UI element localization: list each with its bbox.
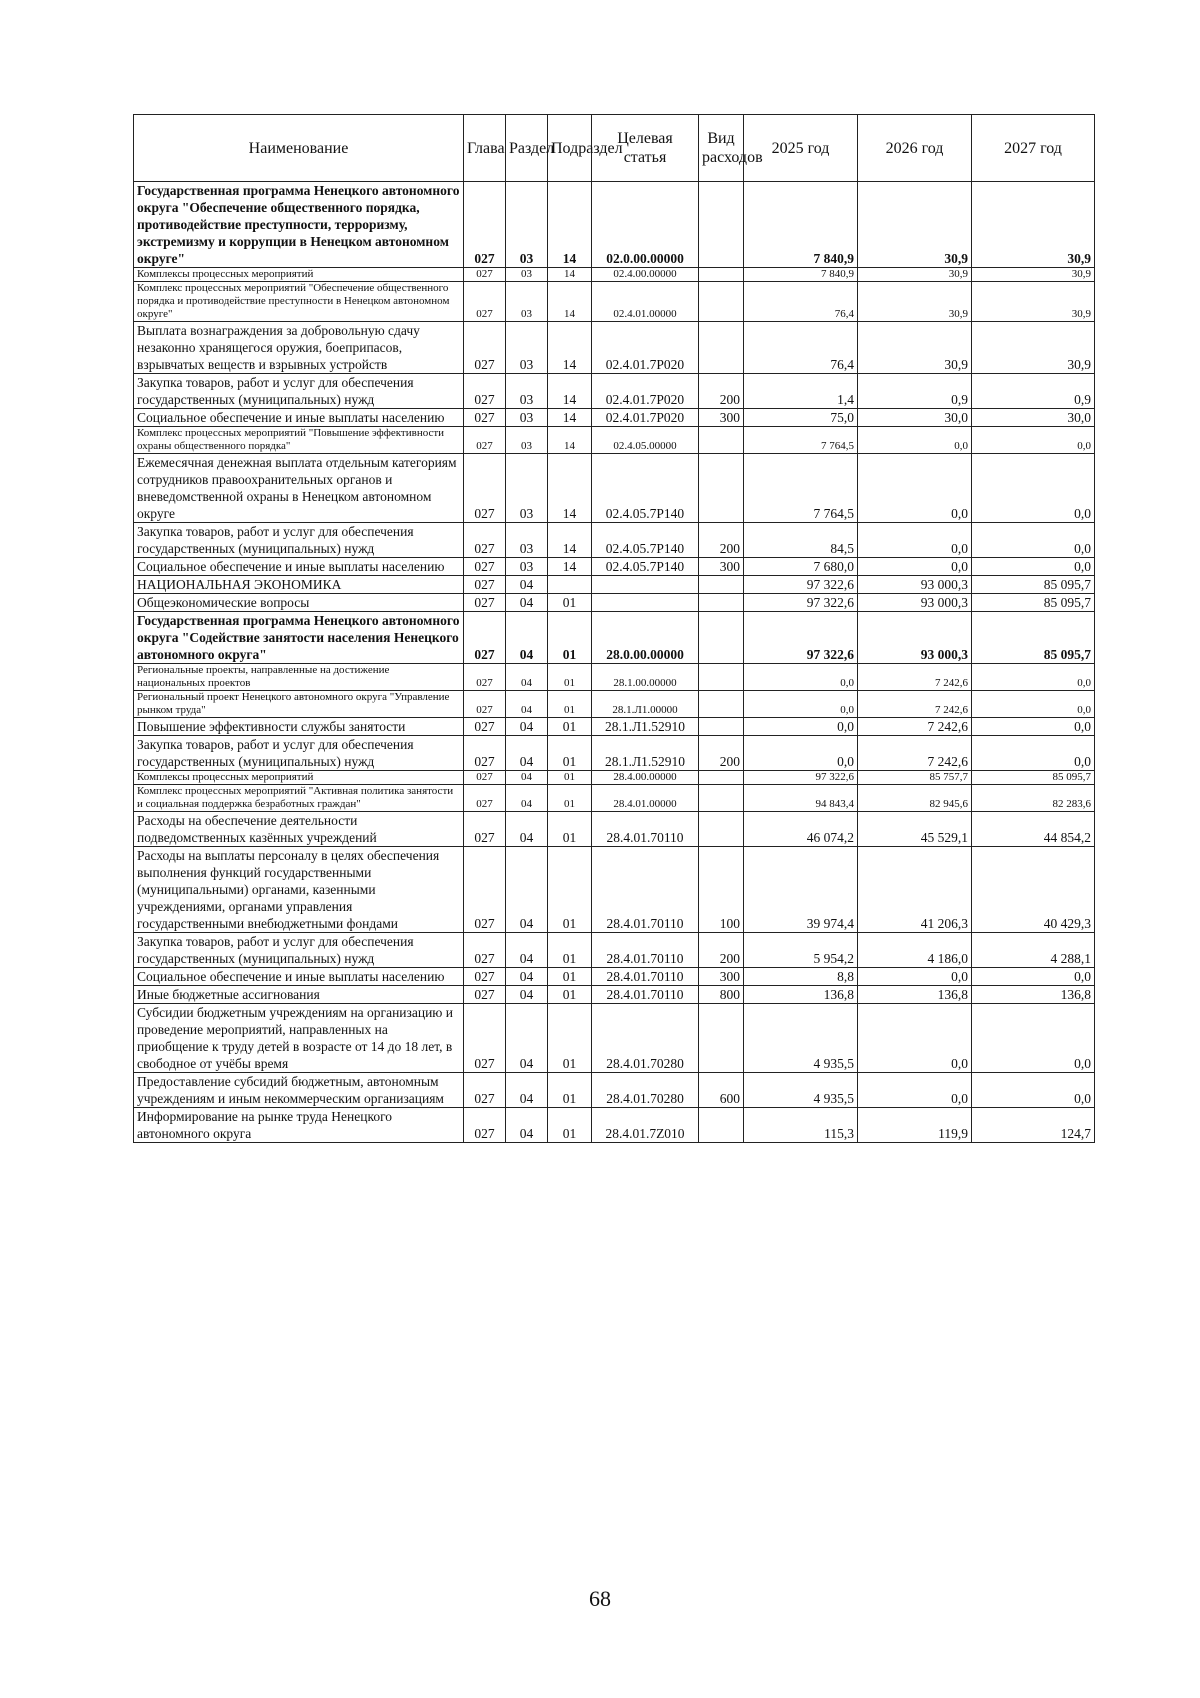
cell-2026: 0,0 xyxy=(858,1004,972,1073)
cell-name: Выплата вознаграждения за добровольную сдачу незаконно хранящегося оружия, боеприпасов, взрывчатых веществ и взрывных устройств xyxy=(134,322,464,374)
cell-2025: 7 840,9 xyxy=(744,182,858,268)
cell-article: 28.1.Л1.52910 xyxy=(592,718,699,736)
table-row xyxy=(134,1108,1095,1143)
cell-vid xyxy=(699,664,744,691)
cell-2025: 76,4 xyxy=(744,322,858,374)
cell-article: 02.4.01.00000 xyxy=(592,282,699,322)
cell-article: 28.1.Л1.00000 xyxy=(592,691,699,718)
table-row xyxy=(134,812,1095,847)
cell-2027: 4 288,1 xyxy=(972,933,1095,968)
cell-vid xyxy=(699,1108,744,1143)
cell-2026: 0,0 xyxy=(858,1073,972,1108)
cell-article: 28.4.00.00000 xyxy=(592,771,699,785)
cell-2026: 30,9 xyxy=(858,268,972,282)
cell-podrazdel: 01 xyxy=(548,986,592,1004)
cell-2025: 0,0 xyxy=(744,718,858,736)
cell-2025: 97 322,6 xyxy=(744,576,858,594)
cell-2025: 0,0 xyxy=(744,691,858,718)
cell-2025: 1,4 xyxy=(744,374,858,409)
cell-razdel: 04 xyxy=(506,736,548,771)
cell-2027: 85 095,7 xyxy=(972,594,1095,612)
cell-2026: 7 242,6 xyxy=(858,691,972,718)
cell-2027: 0,0 xyxy=(972,718,1095,736)
cell-name: Комплексы процессных мероприятий xyxy=(134,268,464,282)
cell-razdel: 03 xyxy=(506,282,548,322)
table-row xyxy=(134,771,1095,785)
cell-razdel: 03 xyxy=(506,322,548,374)
cell-name: Региональный проект Ненецкого автономного округа "Управление рынком труда" xyxy=(134,691,464,718)
header-article: Целевая статья xyxy=(592,115,699,182)
cell-2027: 30,9 xyxy=(972,268,1095,282)
cell-podrazdel: 01 xyxy=(548,1004,592,1073)
table-row xyxy=(134,933,1095,968)
table-row xyxy=(134,576,1095,594)
cell-podrazdel xyxy=(548,576,592,594)
table-row xyxy=(134,454,1095,523)
cell-article: 02.4.05.00000 xyxy=(592,427,699,454)
cell-podrazdel: 14 xyxy=(548,409,592,427)
cell-podrazdel: 14 xyxy=(548,427,592,454)
table-row xyxy=(134,558,1095,576)
table-row xyxy=(134,718,1095,736)
cell-glava: 027 xyxy=(464,268,506,282)
cell-article xyxy=(592,594,699,612)
table-row xyxy=(134,268,1095,282)
cell-vid: 100 xyxy=(699,847,744,933)
cell-razdel: 04 xyxy=(506,1004,548,1073)
cell-2025: 97 322,6 xyxy=(744,594,858,612)
cell-vid xyxy=(699,322,744,374)
cell-vid xyxy=(699,785,744,812)
cell-razdel: 03 xyxy=(506,409,548,427)
cell-glava: 027 xyxy=(464,1108,506,1143)
cell-name: Государственная программа Ненецкого автономного округа "Содействие занятости населения Ненецкого автономного округа" xyxy=(134,612,464,664)
cell-article: 02.4.01.7Р020 xyxy=(592,374,699,409)
cell-2025: 94 843,4 xyxy=(744,785,858,812)
cell-name: НАЦИОНАЛЬНАЯ ЭКОНОМИКА xyxy=(134,576,464,594)
cell-vid: 200 xyxy=(699,523,744,558)
cell-glava: 027 xyxy=(464,409,506,427)
cell-vid xyxy=(699,282,744,322)
table-row xyxy=(134,282,1095,322)
cell-podrazdel: 14 xyxy=(548,182,592,268)
cell-name: Закупка товаров, работ и услуг для обеспечения государственных (муниципальных) нужд xyxy=(134,523,464,558)
cell-glava: 027 xyxy=(464,427,506,454)
cell-glava: 027 xyxy=(464,454,506,523)
cell-glava: 027 xyxy=(464,691,506,718)
cell-article: 28.1.Л1.52910 xyxy=(592,736,699,771)
cell-glava: 027 xyxy=(464,612,506,664)
cell-2026: 30,9 xyxy=(858,322,972,374)
cell-name: Повышение эффективности службы занятости xyxy=(134,718,464,736)
cell-2025: 7 764,5 xyxy=(744,427,858,454)
cell-vid: 300 xyxy=(699,558,744,576)
cell-article: 02.4.05.7Р140 xyxy=(592,454,699,523)
cell-razdel: 04 xyxy=(506,1108,548,1143)
cell-2027: 44 854,2 xyxy=(972,812,1095,847)
cell-glava: 027 xyxy=(464,664,506,691)
cell-article: 28.4.01.70110 xyxy=(592,986,699,1004)
cell-2027: 30,9 xyxy=(972,182,1095,268)
cell-2026: 41 206,3 xyxy=(858,847,972,933)
cell-name: Расходы на обеспечение деятельности подведомственных казённых учреждений xyxy=(134,812,464,847)
cell-name: Комплексы процессных мероприятий xyxy=(134,771,464,785)
cell-razdel: 04 xyxy=(506,771,548,785)
table-row xyxy=(134,968,1095,986)
cell-podrazdel: 14 xyxy=(548,454,592,523)
table-row xyxy=(134,523,1095,558)
cell-glava: 027 xyxy=(464,785,506,812)
cell-article: 28.4.01.70110 xyxy=(592,968,699,986)
cell-vid xyxy=(699,454,744,523)
cell-article: 28.4.01.00000 xyxy=(592,785,699,812)
table-row xyxy=(134,374,1095,409)
cell-2025: 76,4 xyxy=(744,282,858,322)
cell-razdel: 04 xyxy=(506,847,548,933)
cell-glava: 027 xyxy=(464,986,506,1004)
cell-razdel: 04 xyxy=(506,664,548,691)
cell-article: 28.4.01.70280 xyxy=(592,1073,699,1108)
cell-podrazdel: 14 xyxy=(548,523,592,558)
cell-article: 02.4.00.00000 xyxy=(592,268,699,282)
cell-podrazdel: 14 xyxy=(548,374,592,409)
cell-vid: 300 xyxy=(699,409,744,427)
cell-2026: 30,9 xyxy=(858,282,972,322)
cell-2025: 5 954,2 xyxy=(744,933,858,968)
table-row xyxy=(134,736,1095,771)
cell-name: Комплекс процессных мероприятий "Активная политика занятости и социальная поддержка безработных граждан" xyxy=(134,785,464,812)
cell-2027: 0,9 xyxy=(972,374,1095,409)
cell-2025: 75,0 xyxy=(744,409,858,427)
cell-2026: 7 242,6 xyxy=(858,718,972,736)
table-row xyxy=(134,785,1095,812)
cell-podrazdel: 14 xyxy=(548,558,592,576)
cell-razdel: 03 xyxy=(506,374,548,409)
cell-2025: 4 935,5 xyxy=(744,1073,858,1108)
cell-razdel: 04 xyxy=(506,594,548,612)
cell-2025: 7 840,9 xyxy=(744,268,858,282)
table-body xyxy=(134,182,1095,1143)
cell-razdel: 03 xyxy=(506,268,548,282)
table-row xyxy=(134,1004,1095,1073)
cell-2027: 30,9 xyxy=(972,322,1095,374)
cell-podrazdel: 01 xyxy=(548,771,592,785)
cell-2026: 30,0 xyxy=(858,409,972,427)
table-row xyxy=(134,986,1095,1004)
cell-glava: 027 xyxy=(464,594,506,612)
cell-podrazdel: 14 xyxy=(548,282,592,322)
table-row xyxy=(134,182,1095,268)
cell-vid xyxy=(699,1004,744,1073)
cell-article: 28.4.01.70110 xyxy=(592,933,699,968)
cell-article: 02.4.01.7Р020 xyxy=(592,322,699,374)
cell-name: Субсидии бюджетным учреждениям на организацию и проведение мероприятий, направленных на приобщение к труду детей в возрасте от 14 до 18 лет, в свободное от учёбы время xyxy=(134,1004,464,1073)
cell-2027: 0,0 xyxy=(972,454,1095,523)
cell-glava: 027 xyxy=(464,847,506,933)
cell-glava: 027 xyxy=(464,523,506,558)
cell-2026: 0,0 xyxy=(858,523,972,558)
table-row xyxy=(134,1073,1095,1108)
cell-podrazdel: 01 xyxy=(548,968,592,986)
cell-2027: 0,0 xyxy=(972,736,1095,771)
header-name: Наименование xyxy=(134,115,464,182)
cell-2026: 7 242,6 xyxy=(858,664,972,691)
cell-2025: 7 680,0 xyxy=(744,558,858,576)
cell-name: Закупка товаров, работ и услуг для обеспечения государственных (муниципальных) нужд xyxy=(134,736,464,771)
header-razdel: Раздел xyxy=(506,115,548,182)
cell-2025: 0,0 xyxy=(744,664,858,691)
cell-podrazdel: 01 xyxy=(548,664,592,691)
cell-name: Общеэкономические вопросы xyxy=(134,594,464,612)
cell-razdel: 04 xyxy=(506,718,548,736)
cell-glava: 027 xyxy=(464,1004,506,1073)
cell-glava: 027 xyxy=(464,736,506,771)
cell-glava: 027 xyxy=(464,182,506,268)
cell-podrazdel: 14 xyxy=(548,268,592,282)
cell-2027: 0,0 xyxy=(972,1073,1095,1108)
cell-2027: 85 095,7 xyxy=(972,576,1095,594)
cell-razdel: 04 xyxy=(506,785,548,812)
cell-2025: 97 322,6 xyxy=(744,771,858,785)
cell-2027: 136,8 xyxy=(972,986,1095,1004)
table-row xyxy=(134,594,1095,612)
cell-2025: 7 764,5 xyxy=(744,454,858,523)
cell-2026: 0,0 xyxy=(858,558,972,576)
cell-2026: 0,0 xyxy=(858,454,972,523)
cell-podrazdel: 01 xyxy=(548,933,592,968)
cell-2026: 7 242,6 xyxy=(858,736,972,771)
cell-glava: 027 xyxy=(464,1073,506,1108)
cell-name: Закупка товаров, работ и услуг для обеспечения государственных (муниципальных) нужд xyxy=(134,374,464,409)
cell-vid xyxy=(699,812,744,847)
cell-vid xyxy=(699,594,744,612)
header-podrazdel: Подраздел xyxy=(548,115,592,182)
cell-article: 28.4.01.70280 xyxy=(592,1004,699,1073)
budget-table xyxy=(133,114,1095,1143)
header-2027: 2027 год xyxy=(972,115,1095,182)
cell-razdel: 04 xyxy=(506,812,548,847)
table-row xyxy=(134,612,1095,664)
cell-podrazdel: 01 xyxy=(548,1073,592,1108)
cell-2027: 85 095,7 xyxy=(972,612,1095,664)
table-row xyxy=(134,409,1095,427)
cell-2026: 136,8 xyxy=(858,986,972,1004)
cell-vid: 200 xyxy=(699,933,744,968)
cell-name: Государственная программа Ненецкого автономного округа "Обеспечение общественного порядка, противодействие преступности, терроризму, экстремизму и коррупции в Ненецком автономном округе" xyxy=(134,182,464,268)
cell-glava: 027 xyxy=(464,968,506,986)
cell-article: 02.0.00.00000 xyxy=(592,182,699,268)
cell-razdel: 03 xyxy=(506,427,548,454)
cell-glava: 027 xyxy=(464,933,506,968)
cell-article: 28.1.00.00000 xyxy=(592,664,699,691)
cell-razdel: 04 xyxy=(506,576,548,594)
cell-glava: 027 xyxy=(464,558,506,576)
cell-vid xyxy=(699,612,744,664)
cell-article: 02.4.05.7Р140 xyxy=(592,558,699,576)
cell-2027: 30,0 xyxy=(972,409,1095,427)
cell-podrazdel: 01 xyxy=(548,736,592,771)
cell-glava: 027 xyxy=(464,576,506,594)
cell-2027: 30,9 xyxy=(972,282,1095,322)
cell-2026: 45 529,1 xyxy=(858,812,972,847)
cell-vid: 200 xyxy=(699,736,744,771)
cell-podrazdel: 01 xyxy=(548,612,592,664)
cell-2027: 85 095,7 xyxy=(972,771,1095,785)
cell-glava: 027 xyxy=(464,322,506,374)
cell-2025: 0,0 xyxy=(744,736,858,771)
cell-podrazdel: 01 xyxy=(548,785,592,812)
cell-article xyxy=(592,576,699,594)
cell-name: Комплекс процессных мероприятий "Повышение эффективности охраны общественного порядка" xyxy=(134,427,464,454)
cell-vid: 200 xyxy=(699,374,744,409)
cell-2026: 93 000,3 xyxy=(858,576,972,594)
cell-2026: 85 757,7 xyxy=(858,771,972,785)
table-row xyxy=(134,427,1095,454)
cell-razdel: 03 xyxy=(506,454,548,523)
cell-2025: 115,3 xyxy=(744,1108,858,1143)
cell-2027: 0,0 xyxy=(972,691,1095,718)
cell-vid xyxy=(699,718,744,736)
table-row xyxy=(134,691,1095,718)
table-row xyxy=(134,847,1095,933)
cell-name: Предоставление субсидий бюджетным, автономным учреждениям и иным некоммерческим организациям xyxy=(134,1073,464,1108)
cell-name: Региональные проекты, направленные на достижение национальных проектов xyxy=(134,664,464,691)
cell-article: 02.4.01.7Р020 xyxy=(592,409,699,427)
cell-name: Информирование на рынке труда Ненецкого автономного округа xyxy=(134,1108,464,1143)
cell-name: Социальное обеспечение и иные выплаты населению xyxy=(134,558,464,576)
cell-podrazdel: 01 xyxy=(548,1108,592,1143)
cell-2027: 124,7 xyxy=(972,1108,1095,1143)
cell-name: Закупка товаров, работ и услуг для обеспечения государственных (муниципальных) нужд xyxy=(134,933,464,968)
header-vid: Вид расходов xyxy=(699,115,744,182)
cell-2027: 40 429,3 xyxy=(972,847,1095,933)
cell-razdel: 04 xyxy=(506,933,548,968)
cell-vid xyxy=(699,576,744,594)
cell-2026: 93 000,3 xyxy=(858,612,972,664)
cell-razdel: 03 xyxy=(506,182,548,268)
cell-name: Социальное обеспечение и иные выплаты населению xyxy=(134,968,464,986)
cell-name: Комплекс процессных мероприятий "Обеспечение общественного порядка и противодействие преступности в Ненецком автономном округе" xyxy=(134,282,464,322)
cell-name: Социальное обеспечение и иные выплаты населению xyxy=(134,409,464,427)
cell-2027: 0,0 xyxy=(972,558,1095,576)
cell-glava: 027 xyxy=(464,812,506,847)
cell-vid: 300 xyxy=(699,968,744,986)
cell-2027: 0,0 xyxy=(972,968,1095,986)
page-number: 68 xyxy=(589,1586,611,1611)
cell-glava: 027 xyxy=(464,374,506,409)
cell-2026: 4 186,0 xyxy=(858,933,972,968)
cell-article: 28.0.00.00000 xyxy=(592,612,699,664)
table-row xyxy=(134,322,1095,374)
cell-2025: 46 074,2 xyxy=(744,812,858,847)
cell-razdel: 03 xyxy=(506,523,548,558)
cell-vid: 600 xyxy=(699,1073,744,1108)
cell-vid xyxy=(699,268,744,282)
cell-razdel: 04 xyxy=(506,968,548,986)
cell-podrazdel: 01 xyxy=(548,594,592,612)
cell-podrazdel: 01 xyxy=(548,847,592,933)
cell-article: 28.4.01.7Z010 xyxy=(592,1108,699,1143)
cell-podrazdel: 01 xyxy=(548,718,592,736)
cell-name: Расходы на выплаты персоналу в целях обеспечения выполнения функций государственными (муниципальными) органами, казенными учреждениями, органами управления государственными внебюджетными фондами xyxy=(134,847,464,933)
cell-2025: 8,8 xyxy=(744,968,858,986)
cell-vid: 800 xyxy=(699,986,744,1004)
cell-2026: 0,0 xyxy=(858,427,972,454)
cell-2026: 119,9 xyxy=(858,1108,972,1143)
cell-article: 28.4.01.70110 xyxy=(592,812,699,847)
cell-2025: 97 322,6 xyxy=(744,612,858,664)
cell-2026: 0,0 xyxy=(858,968,972,986)
cell-razdel: 04 xyxy=(506,691,548,718)
header-2026: 2026 год xyxy=(858,115,972,182)
cell-vid xyxy=(699,427,744,454)
header-2025: 2025 год xyxy=(744,115,858,182)
cell-2025: 39 974,4 xyxy=(744,847,858,933)
cell-vid xyxy=(699,182,744,268)
cell-2025: 84,5 xyxy=(744,523,858,558)
table-header-row xyxy=(134,115,1095,182)
cell-name: Иные бюджетные ассигнования xyxy=(134,986,464,1004)
cell-2027: 0,0 xyxy=(972,523,1095,558)
cell-2025: 136,8 xyxy=(744,986,858,1004)
cell-2026: 82 945,6 xyxy=(858,785,972,812)
cell-2027: 0,0 xyxy=(972,664,1095,691)
header-glava: Глава xyxy=(464,115,506,182)
cell-podrazdel: 01 xyxy=(548,812,592,847)
cell-podrazdel: 01 xyxy=(548,691,592,718)
cell-podrazdel: 14 xyxy=(548,322,592,374)
cell-article: 02.4.05.7Р140 xyxy=(592,523,699,558)
cell-glava: 027 xyxy=(464,282,506,322)
cell-glava: 027 xyxy=(464,718,506,736)
cell-razdel: 03 xyxy=(506,558,548,576)
cell-2027: 82 283,6 xyxy=(972,785,1095,812)
cell-vid xyxy=(699,691,744,718)
cell-article: 28.4.01.70110 xyxy=(592,847,699,933)
cell-razdel: 04 xyxy=(506,612,548,664)
cell-2026: 93 000,3 xyxy=(858,594,972,612)
table-row xyxy=(134,664,1095,691)
cell-2026: 0,9 xyxy=(858,374,972,409)
cell-2025: 4 935,5 xyxy=(744,1004,858,1073)
cell-razdel: 04 xyxy=(506,1073,548,1108)
cell-vid xyxy=(699,771,744,785)
cell-2026: 30,9 xyxy=(858,182,972,268)
cell-2027: 0,0 xyxy=(972,427,1095,454)
cell-glava: 027 xyxy=(464,771,506,785)
cell-razdel: 04 xyxy=(506,986,548,1004)
cell-2027: 0,0 xyxy=(972,1004,1095,1073)
cell-name: Ежемесячная денежная выплата отдельным категориям сотрудников правоохранительных органов и вневедомственной охраны в Ненецком автономном округе xyxy=(134,454,464,523)
